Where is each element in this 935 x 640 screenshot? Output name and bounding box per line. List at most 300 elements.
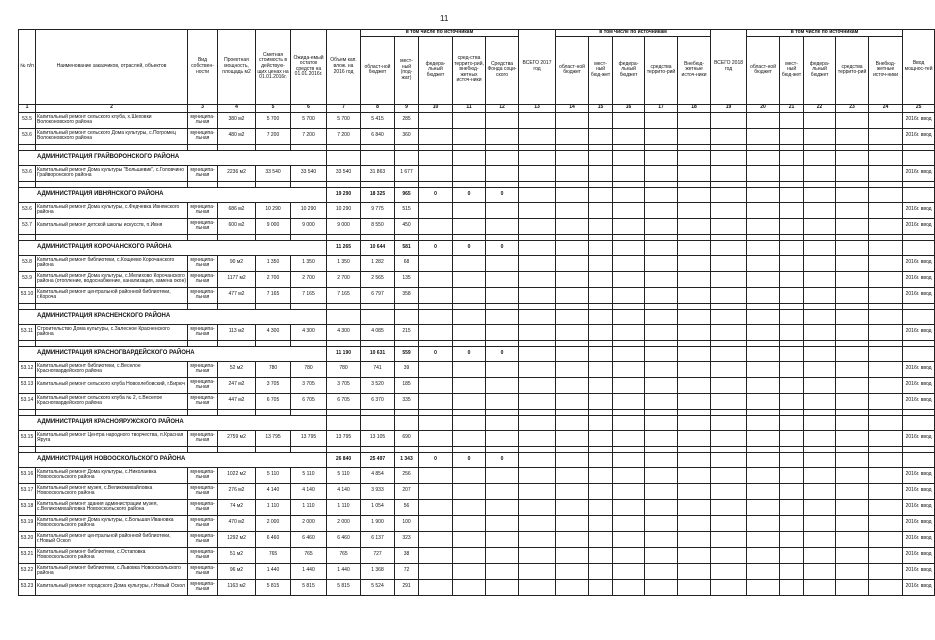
table-cell — [804, 393, 836, 409]
expected-balance: 33 540 — [291, 165, 327, 181]
expected-balance: 9 000 — [291, 218, 327, 234]
column-number: 24 — [869, 104, 903, 112]
table-cell — [711, 361, 747, 377]
commissioning: 2016г. ввод — [903, 202, 935, 218]
table-cell — [836, 393, 869, 409]
table-cell — [453, 377, 486, 393]
row-number: 53.18 — [19, 499, 36, 515]
expected-balance: 4 140 — [291, 483, 327, 499]
table-cell — [869, 309, 903, 324]
section-total-volume: 11 190 — [327, 346, 361, 361]
table-cell — [711, 324, 747, 340]
table-cell — [678, 499, 711, 515]
table-cell — [869, 531, 903, 547]
table-cell — [556, 377, 589, 393]
table-cell — [678, 150, 711, 165]
ownership: муниципа-льная — [188, 563, 218, 579]
table-cell — [747, 309, 780, 324]
investment-volume: 2 000 — [327, 515, 361, 531]
expected-balance: 7 165 — [291, 287, 327, 303]
section-total-territory: 0 — [453, 240, 486, 255]
table-cell — [419, 430, 453, 446]
section-total-territory — [453, 150, 486, 165]
investment-volume: 10 290 — [327, 202, 361, 218]
table-cell — [453, 547, 486, 563]
table-cell — [645, 531, 678, 547]
table-cell — [613, 430, 645, 446]
table-cell — [804, 563, 836, 579]
expected-balance: 4 300 — [291, 324, 327, 340]
section-total-regional — [361, 150, 395, 165]
table-cell — [836, 467, 869, 483]
ownership: муниципа-льная — [188, 112, 218, 128]
table-cell — [519, 202, 556, 218]
table-cell — [556, 393, 589, 409]
local-budget: 68 — [395, 255, 419, 271]
section-total-volume: 26 840 — [327, 452, 361, 467]
table-row — [19, 287, 935, 303]
table-cell — [645, 240, 678, 255]
object-name: Строительство Дома культуры, с.Залесное Красненского района — [36, 324, 188, 340]
table-cell — [804, 165, 836, 181]
section-total-territory — [453, 309, 486, 324]
col-header: област-ной бюджет — [361, 36, 395, 104]
section-total-federal: 0 — [419, 452, 453, 467]
table-cell — [804, 499, 836, 515]
table-cell — [645, 271, 678, 287]
investment-volume: 13 795 — [327, 430, 361, 446]
table-cell — [711, 309, 747, 324]
expected-balance: 765 — [291, 547, 327, 563]
section-total-local — [395, 415, 419, 430]
table-cell — [645, 467, 678, 483]
table-cell — [589, 547, 613, 563]
table-cell — [711, 467, 747, 483]
investment-volume: 5 700 — [327, 112, 361, 128]
table-cell — [556, 483, 589, 499]
table-row — [19, 377, 935, 393]
table-cell — [747, 128, 780, 144]
column-number: 1 — [19, 104, 36, 112]
table-cell — [453, 531, 486, 547]
table-cell — [711, 255, 747, 271]
table-cell — [747, 430, 780, 446]
table-cell — [589, 531, 613, 547]
table-cell — [678, 218, 711, 234]
table-cell — [836, 309, 869, 324]
regional-budget: 6 797 — [361, 287, 395, 303]
table-row — [19, 324, 935, 340]
area: 276 м2 — [218, 483, 256, 499]
area: 1163 м2 — [218, 579, 256, 595]
table-cell — [836, 112, 869, 128]
table-cell — [678, 483, 711, 499]
col-header: средства террито-рий — [645, 36, 678, 104]
ownership: муниципа-льная — [188, 515, 218, 531]
regional-budget: 2 565 — [361, 271, 395, 287]
col-header: ВСЕГО 2017 год — [519, 30, 556, 105]
table-cell — [453, 128, 486, 144]
investment-table — [18, 29, 935, 596]
table-cell — [519, 393, 556, 409]
ownership: муниципа-льная — [188, 255, 218, 271]
table-cell — [613, 515, 645, 531]
table-cell — [645, 563, 678, 579]
table-cell — [780, 467, 804, 483]
column-number-row — [19, 104, 935, 112]
table-cell — [519, 165, 556, 181]
table-cell — [556, 324, 589, 340]
column-number: 4 — [218, 104, 256, 112]
table-cell — [747, 377, 780, 393]
investment-volume: 5 110 — [327, 467, 361, 483]
table-cell — [836, 579, 869, 595]
table-cell — [903, 187, 935, 202]
table-cell — [613, 240, 645, 255]
area: 2759 м2 — [218, 430, 256, 446]
table-cell — [869, 240, 903, 255]
table-cell — [836, 150, 869, 165]
table-cell — [678, 415, 711, 430]
table-cell — [836, 499, 869, 515]
local-budget: 360 — [395, 128, 419, 144]
object-name: Капитальный ремонт музея, с.Великомихайловка Новооскольского района — [36, 483, 188, 499]
table-cell — [804, 467, 836, 483]
local-budget: 323 — [395, 531, 419, 547]
table-cell — [589, 271, 613, 287]
section-total-local — [395, 150, 419, 165]
table-cell — [453, 430, 486, 446]
table-cell — [613, 393, 645, 409]
local-budget: 38 — [395, 547, 419, 563]
table-cell — [453, 165, 486, 181]
col-header: Внебюд-жетные источ-ники — [678, 36, 711, 104]
table-cell — [453, 579, 486, 595]
table-cell — [589, 255, 613, 271]
table-cell — [645, 499, 678, 515]
table-cell — [589, 377, 613, 393]
table-cell — [486, 377, 519, 393]
table-cell — [589, 499, 613, 515]
table-row — [19, 430, 935, 446]
area: 1022 м2 — [218, 467, 256, 483]
table-cell — [519, 128, 556, 144]
table-cell — [804, 483, 836, 499]
table-cell — [780, 361, 804, 377]
table-cell — [519, 579, 556, 595]
section-total-volume: 11 265 — [327, 240, 361, 255]
regional-budget: 5 524 — [361, 579, 395, 595]
table-cell — [486, 165, 519, 181]
column-number: 18 — [678, 104, 711, 112]
table-cell — [556, 287, 589, 303]
table-cell — [486, 287, 519, 303]
section-title: АДМИНИСТРАЦИЯ ГРАЙВОРОНСКОГО РАЙОНА — [19, 150, 327, 165]
table-cell — [678, 579, 711, 595]
table-cell — [556, 128, 589, 144]
table-cell — [556, 112, 589, 128]
table-cell — [869, 430, 903, 446]
investment-volume: 1 350 — [327, 255, 361, 271]
investment-volume: 3 705 — [327, 377, 361, 393]
section-total-territory — [453, 415, 486, 430]
ownership: муниципа-льная — [188, 531, 218, 547]
section-total-local: 581 — [395, 240, 419, 255]
col-header: мест-ный (под-жат) — [395, 36, 419, 104]
table-cell — [613, 415, 645, 430]
col-header: Ожида-емый остаток средств на 01.01.2016г. — [291, 30, 327, 105]
section-total-volume — [327, 150, 361, 165]
row-number: 53.20 — [19, 531, 36, 547]
table-cell — [613, 287, 645, 303]
table-cell — [711, 377, 747, 393]
investment-volume: 4 300 — [327, 324, 361, 340]
investment-volume: 5 815 — [327, 579, 361, 595]
investment-volume: 780 — [327, 361, 361, 377]
col-header: Средства Фонда соци-ского — [486, 36, 519, 104]
regional-budget: 3 520 — [361, 377, 395, 393]
table-cell — [747, 112, 780, 128]
object-name: Капитальный ремонт сельского клуба № 2, с.Веселое Красногвардейского района — [36, 393, 188, 409]
table-cell — [556, 430, 589, 446]
table-cell — [419, 483, 453, 499]
table-cell — [419, 563, 453, 579]
table-cell — [711, 393, 747, 409]
table-cell — [836, 515, 869, 531]
section-row — [19, 240, 935, 255]
area: 96 м2 — [218, 563, 256, 579]
commissioning: 2016г. ввод — [903, 531, 935, 547]
estimated-cost: 780 — [256, 361, 291, 377]
estimated-cost: 1 350 — [256, 255, 291, 271]
table-row — [19, 515, 935, 531]
table-cell — [556, 467, 589, 483]
section-row — [19, 415, 935, 430]
table-cell — [519, 515, 556, 531]
table-cell — [645, 515, 678, 531]
row-number: 53.21 — [19, 547, 36, 563]
table-cell — [836, 287, 869, 303]
table-cell — [869, 128, 903, 144]
estimated-cost: 5 700 — [256, 112, 291, 128]
table-cell — [556, 271, 589, 287]
table-cell — [804, 361, 836, 377]
table-cell — [645, 430, 678, 446]
table-cell — [869, 393, 903, 409]
table-cell — [869, 467, 903, 483]
column-number: 14 — [556, 104, 589, 112]
table-cell — [589, 430, 613, 446]
table-cell — [780, 393, 804, 409]
local-budget: 1 677 — [395, 165, 419, 181]
table-cell — [645, 187, 678, 202]
section-total-local — [395, 309, 419, 324]
ownership: муниципа-льная — [188, 128, 218, 144]
section-title: АДМИНИСТРАЦИЯ КРАСНЕНСКОГО РАЙОНА — [19, 309, 327, 324]
expected-balance: 1 350 — [291, 255, 327, 271]
table-cell — [804, 377, 836, 393]
table-cell — [486, 202, 519, 218]
table-cell — [613, 377, 645, 393]
table-cell — [678, 271, 711, 287]
table-cell — [589, 452, 613, 467]
table-cell — [678, 324, 711, 340]
section-total-federal: 0 — [419, 240, 453, 255]
regional-budget: 6 137 — [361, 531, 395, 547]
row-number: 53.19 — [19, 515, 36, 531]
investment-volume: 2 700 — [327, 271, 361, 287]
table-cell — [556, 361, 589, 377]
table-cell — [589, 579, 613, 595]
section-total-federal: 0 — [419, 187, 453, 202]
table-cell — [780, 112, 804, 128]
estimated-cost: 1 440 — [256, 563, 291, 579]
local-budget: 690 — [395, 430, 419, 446]
table-cell — [453, 112, 486, 128]
section-total-federal: 0 — [419, 346, 453, 361]
section-total-regional: 10 644 — [361, 240, 395, 255]
table-cell — [678, 255, 711, 271]
table-cell — [780, 187, 804, 202]
table-cell — [419, 515, 453, 531]
section-title: АДМИНИСТРАЦИЯ КРАСНОГВАРДЕЙСКОГО РАЙОНА — [19, 346, 327, 361]
table-cell — [804, 415, 836, 430]
section-total-fund: 0 — [486, 346, 519, 361]
ownership: муниципа-льная — [188, 579, 218, 595]
col-header: сред-ства террито-рий, внебюд-жетных источ-ники — [453, 36, 486, 104]
table-cell — [678, 240, 711, 255]
area: 2236 м2 — [218, 165, 256, 181]
section-total-regional: 18 325 — [361, 187, 395, 202]
table-cell — [519, 187, 556, 202]
table-cell — [453, 271, 486, 287]
section-title: АДМИНИСТРАЦИЯ КРАСНОЯРУЖСКОГО РАЙОНА — [19, 415, 327, 430]
group-header: в том числе по источникам — [747, 30, 903, 37]
table-cell — [486, 324, 519, 340]
object-name: Капитальный ремонт Дома культуры, с.Федчевка Ивнянского района — [36, 202, 188, 218]
table-cell — [589, 415, 613, 430]
table-cell — [645, 346, 678, 361]
table-cell — [645, 483, 678, 499]
table-cell — [747, 240, 780, 255]
section-total-regional — [361, 415, 395, 430]
section-total-territory: 0 — [453, 452, 486, 467]
table-cell — [519, 218, 556, 234]
table-cell — [419, 202, 453, 218]
expected-balance: 2 000 — [291, 515, 327, 531]
table-cell — [589, 112, 613, 128]
col-header: средства террито-рий — [836, 36, 869, 104]
col-header: федера-льный бюджет — [804, 36, 836, 104]
local-budget: 291 — [395, 579, 419, 595]
table-cell — [419, 287, 453, 303]
section-row — [19, 346, 935, 361]
table-cell — [804, 452, 836, 467]
table-cell — [780, 128, 804, 144]
regional-budget: 6 370 — [361, 393, 395, 409]
row-number: 53.22 — [19, 563, 36, 579]
table-cell — [419, 377, 453, 393]
table-cell — [869, 361, 903, 377]
estimated-cost: 13 795 — [256, 430, 291, 446]
area: 51 м2 — [218, 547, 256, 563]
table-cell — [836, 430, 869, 446]
group-header: в том числе по источникам — [556, 30, 711, 37]
table-row — [19, 165, 935, 181]
local-budget: 515 — [395, 202, 419, 218]
table-cell — [678, 515, 711, 531]
table-cell — [589, 563, 613, 579]
table-cell — [519, 255, 556, 271]
investment-volume: 33 540 — [327, 165, 361, 181]
table-cell — [613, 579, 645, 595]
object-name: Капитальный ремонт Дома культуры, с.Николаевка Новооскольского района — [36, 467, 188, 483]
estimated-cost: 3 705 — [256, 377, 291, 393]
table-cell — [486, 531, 519, 547]
table-cell — [519, 547, 556, 563]
table-cell — [645, 128, 678, 144]
table-cell — [613, 202, 645, 218]
ownership: муниципа-льная — [188, 467, 218, 483]
table-cell — [589, 346, 613, 361]
estimated-cost: 7 165 — [256, 287, 291, 303]
table-cell — [780, 452, 804, 467]
table-row — [19, 218, 935, 234]
local-budget: 215 — [395, 324, 419, 340]
table-cell — [836, 563, 869, 579]
ownership: муниципа-льная — [188, 361, 218, 377]
table-cell — [453, 563, 486, 579]
table-cell — [556, 218, 589, 234]
expected-balance: 5 815 — [291, 579, 327, 595]
table-cell — [613, 150, 645, 165]
table-cell — [836, 452, 869, 467]
table-cell — [519, 499, 556, 515]
table-cell — [711, 271, 747, 287]
section-title: АДМИНИСТРАЦИЯ КОРОЧАНСКОГО РАЙОНА — [19, 240, 327, 255]
table-cell — [589, 287, 613, 303]
table-row — [19, 483, 935, 499]
table-cell — [519, 309, 556, 324]
table-cell — [780, 483, 804, 499]
regional-budget: 8 550 — [361, 218, 395, 234]
col-header: мест-ный бюд-жет — [589, 36, 613, 104]
table-cell — [747, 452, 780, 467]
table-cell — [678, 346, 711, 361]
table-cell — [869, 563, 903, 579]
row-number: 53.16 — [19, 467, 36, 483]
table-cell — [589, 202, 613, 218]
ownership: муниципа-льная — [188, 547, 218, 563]
section-total-regional: 25 497 — [361, 452, 395, 467]
table-cell — [556, 563, 589, 579]
estimated-cost: 2 700 — [256, 271, 291, 287]
commissioning: 2016г. ввод — [903, 515, 935, 531]
expected-balance: 6 460 — [291, 531, 327, 547]
column-number: 10 — [419, 104, 453, 112]
row-number: 53.6 — [19, 202, 36, 218]
table-cell — [453, 324, 486, 340]
commissioning: 2016г. ввод — [903, 112, 935, 128]
table-cell — [711, 547, 747, 563]
table-cell — [711, 515, 747, 531]
table-cell — [711, 452, 747, 467]
table-cell — [836, 128, 869, 144]
table-cell — [613, 165, 645, 181]
table-cell — [747, 287, 780, 303]
table-cell — [747, 324, 780, 340]
table-cell — [780, 240, 804, 255]
